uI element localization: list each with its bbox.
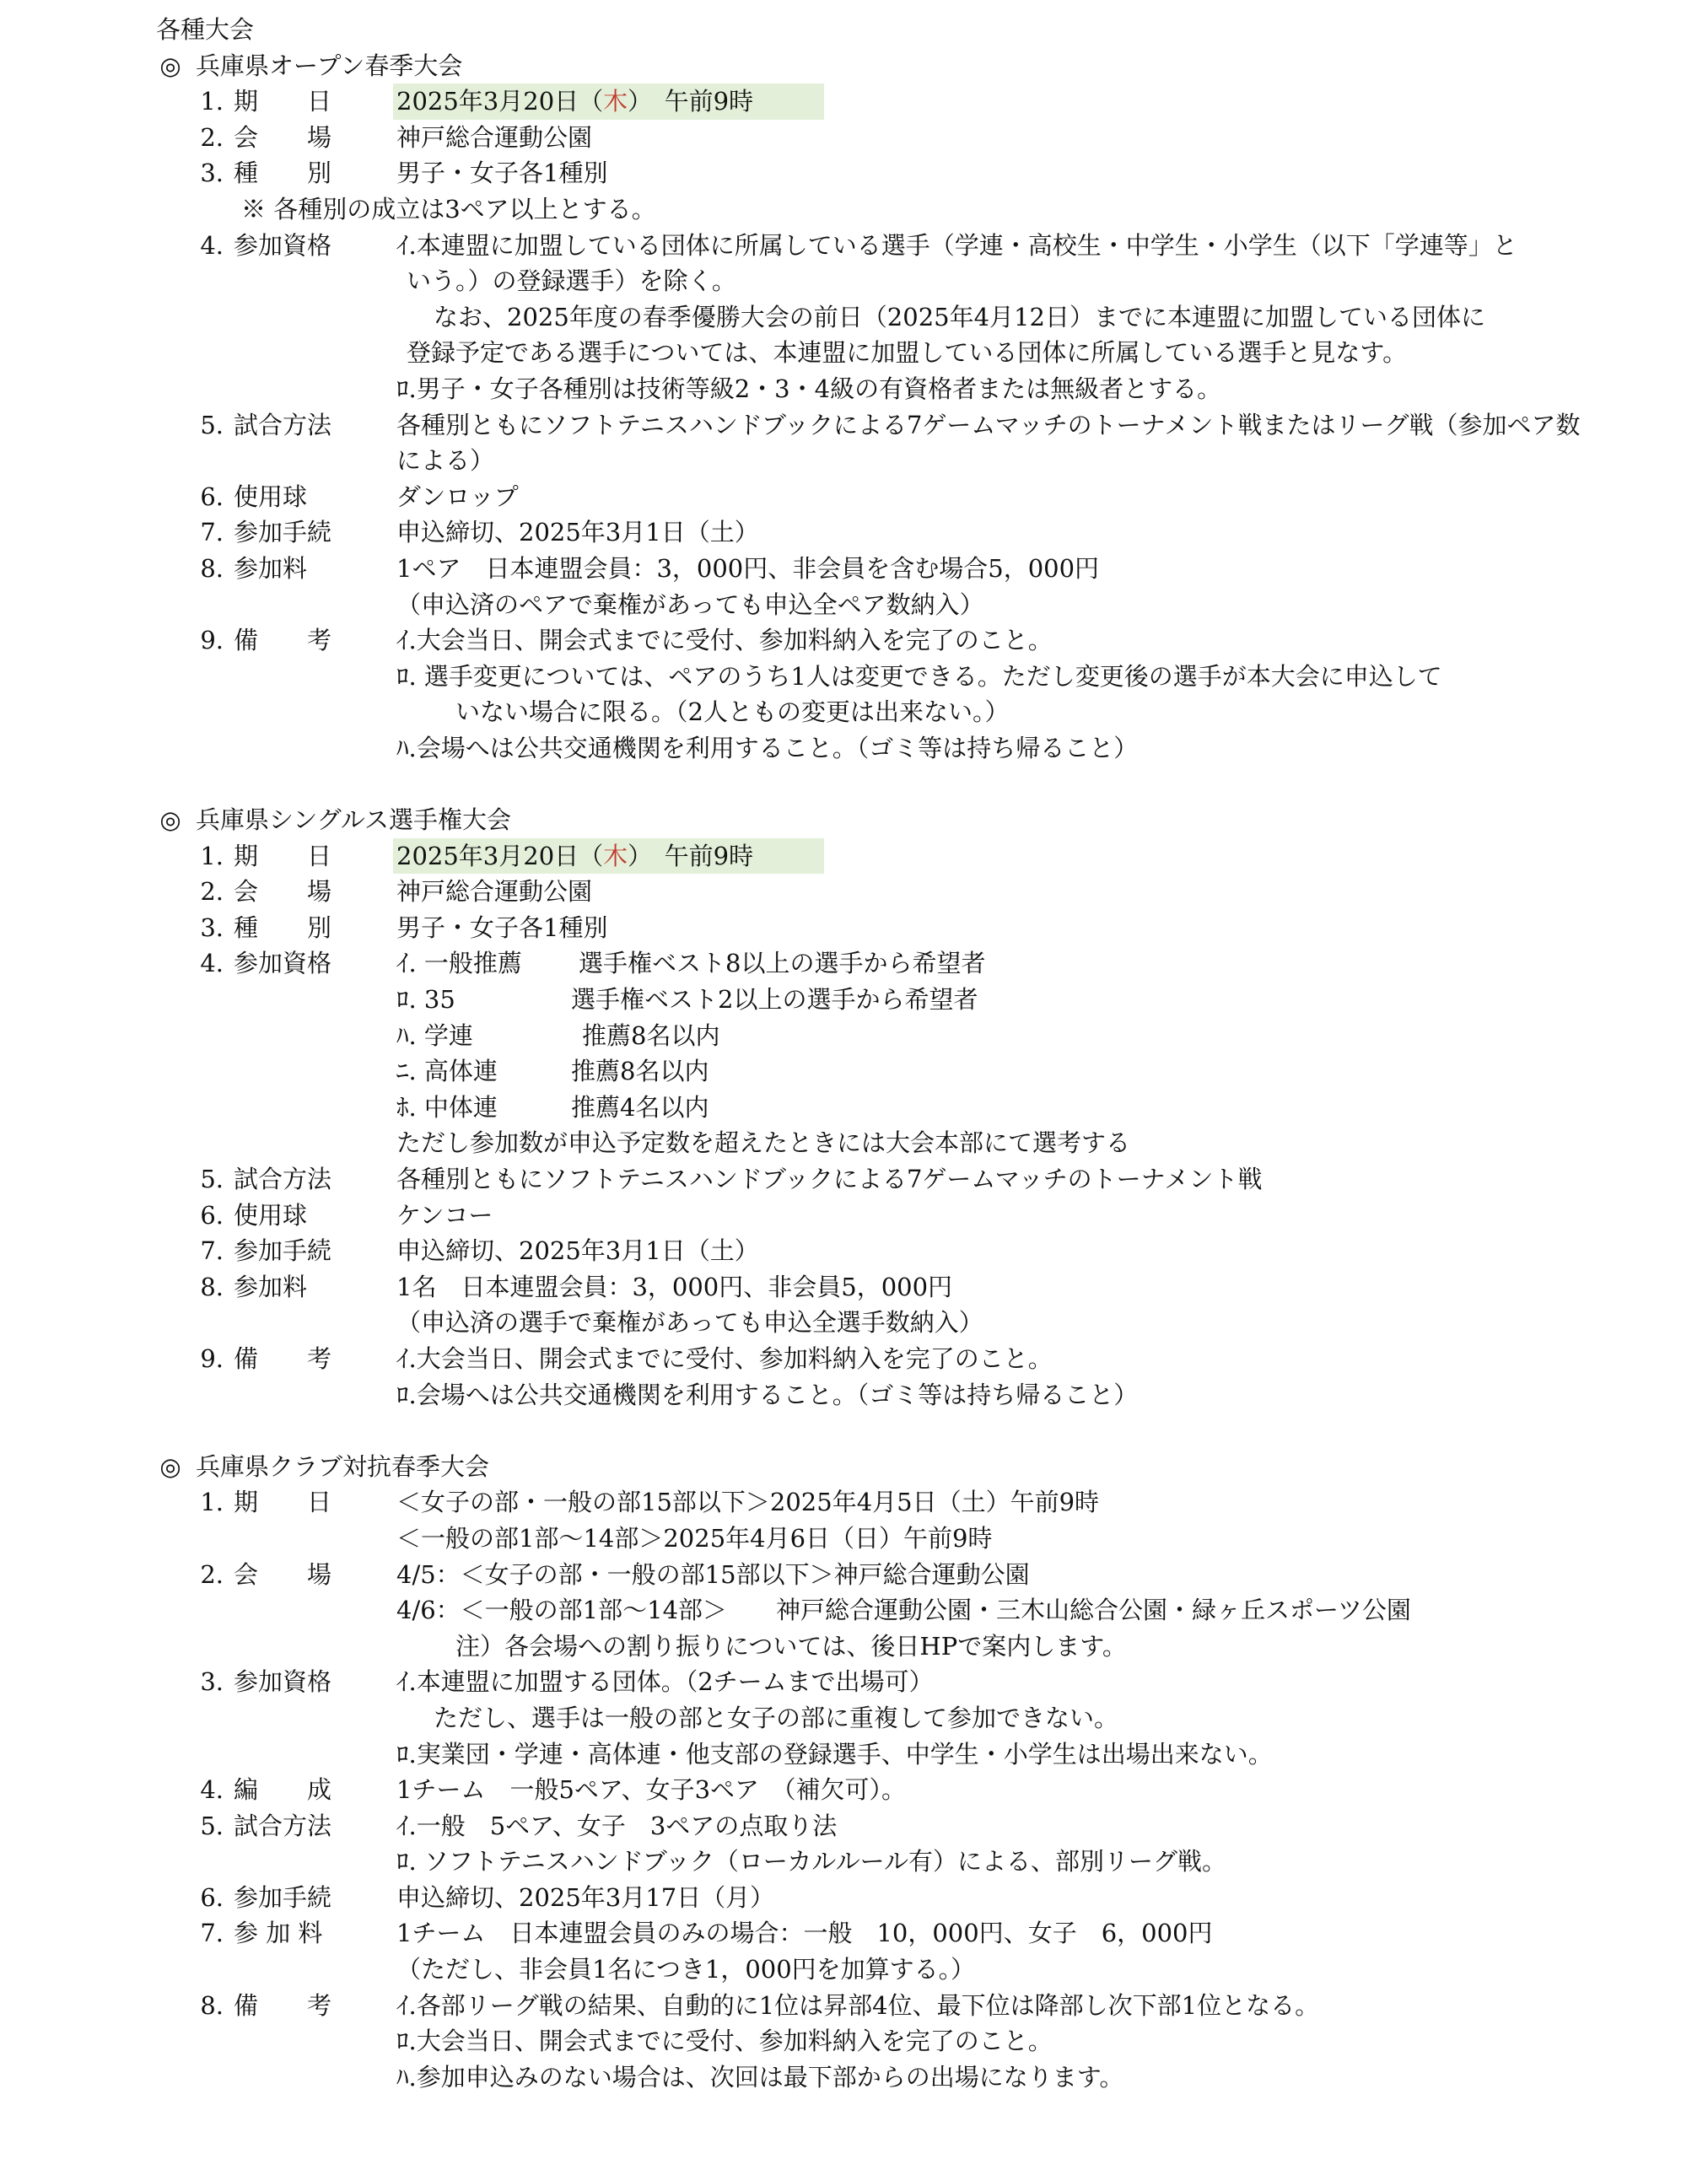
item-number: 5. xyxy=(200,410,224,439)
item-value: 男子・女子各1種別 xyxy=(396,159,608,188)
item-number: 9. xyxy=(200,1343,224,1373)
item-value-cont: ただし参加数が申込予定数を超えたときには大会本部にて選考する xyxy=(396,1128,1131,1158)
date-text: 2025年3月20日（ xyxy=(396,87,604,116)
item-value: 各種別ともにソフトテニスハンドブックによる7ゲームマッチのトーナメント戦またはリーグ戦（参加ペア数 xyxy=(396,410,1581,439)
item-value-cont: 4/6：＜一般の部1部〜14部＞ 神戸総合運動公園・三木山総合公園・緑ヶ丘スポーツ公園 xyxy=(396,1596,1411,1625)
time-text: ） 午前9時 xyxy=(628,87,754,116)
item-row xyxy=(0,1233,1708,1269)
note-text: ※ 各種別の成立は3ペア以上とする。 xyxy=(241,194,656,223)
item-value-cont: 登録予定である選手については、本連盟に加盟している団体に所属している選手と見なす。 xyxy=(407,338,1408,368)
item-row xyxy=(0,874,1708,910)
item-value: ＜女子の部・一般の部15部以下＞2025年4月5日（土）午前9時 xyxy=(396,1488,1100,1517)
item-value-cont: 注）各会場への割り振りについては、後日HPで案内します。 xyxy=(455,1631,1127,1661)
eligibility-value: 推薦4名以内 xyxy=(571,1092,709,1122)
item-number: 8. xyxy=(200,1272,224,1301)
item-value-cont: ﾛ.実業団・学連・高体連・他支部の登録選手、中学生・小学生は出場出来ない。 xyxy=(396,1739,1273,1769)
item-value: 各種別ともにソフトテニスハンドブックによる7ゲームマッチのトーナメント戦 xyxy=(396,1165,1263,1193)
item-value: ｲ.大会当日、開会式までに受付、参加料納入を完了のこと。 xyxy=(396,626,1053,655)
item-label: 期 日 xyxy=(234,87,332,116)
item-value-cont: ﾛ.大会当日、開会式までに受付、参加料納入を完了のこと。 xyxy=(396,2027,1053,2056)
item-number: 1. xyxy=(200,841,224,870)
item-row xyxy=(0,910,1708,946)
item-value-cont: ﾊ.参加申込みのない場合は、次回は最下部からの出場になります。 xyxy=(396,2062,1124,2092)
item-row xyxy=(0,228,1708,264)
item-label: 参加料 xyxy=(234,553,308,583)
section-title: 兵庫県シングルス選手権大会 xyxy=(196,805,511,835)
item-row xyxy=(0,1557,1708,1593)
item-row xyxy=(0,514,1708,551)
date-highlight xyxy=(393,838,824,875)
item-value: ｲ.本連盟に加盟している団体に所属している選手（学連・高校生・中学生・小学生（以下「学連等」と xyxy=(396,230,1517,260)
eligibility-key: ﾛ. 35 xyxy=(396,985,455,1015)
item-label: 備 考 xyxy=(234,626,332,655)
item-number: 5. xyxy=(200,1811,224,1840)
item-row xyxy=(0,945,1708,982)
item-label: 備 考 xyxy=(234,1343,332,1373)
section-header xyxy=(0,1449,1708,1485)
item-label: 参加手続 xyxy=(234,1236,332,1266)
item-row xyxy=(0,551,1708,587)
item-row xyxy=(0,1880,1708,1916)
eligibility-value: 選手権ベスト8以上の選手から希望者 xyxy=(579,949,986,978)
item-label: 参加資格 xyxy=(234,230,332,260)
item-label: 会 場 xyxy=(234,122,332,152)
section-header xyxy=(0,802,1708,838)
item-row xyxy=(0,120,1708,156)
item-value: 男子・女子各1種別 xyxy=(396,913,608,942)
item-number: 7. xyxy=(200,1236,224,1266)
item-number: 8. xyxy=(200,553,224,583)
item-number: 6. xyxy=(200,1882,224,1912)
item-number: 7. xyxy=(200,1919,224,1948)
document-body xyxy=(0,12,1708,2095)
item-value-cont: （申込済のペアで棄権があっても申込全ペア数納入） xyxy=(396,590,984,619)
eligibility-key: ﾆ. 高体連 xyxy=(396,1057,498,1086)
item-label: 期 日 xyxy=(234,1488,332,1517)
item-value-cont: ﾛ.男子・女子各種別は技術等級2・3・4級の有資格者または無級者とする。 xyxy=(396,374,1222,403)
item-value-cont: ﾛ. 選手変更については、ペアのうち1人は変更できる。ただし変更後の選手が本大会に申込して xyxy=(396,661,1442,691)
item-value: 1チーム 一般5ペア、女子3ペア （補欠可）。 xyxy=(396,1775,907,1805)
double-circle-icon: ◎ xyxy=(159,1451,181,1481)
item-value: 4/5：＜女子の部・一般の部15部以下＞神戸総合運動公園 xyxy=(396,1559,1030,1589)
date-text: 2025年3月20日（ xyxy=(396,841,604,870)
item-label: 使用球 xyxy=(234,482,308,511)
item-value-cont: ﾊ.会場へは公共交通機関を利用すること。（ゴミ等は持ち帰ること） xyxy=(396,733,1139,762)
item-value: ケンコー xyxy=(396,1200,493,1230)
section-title: 兵庫県オープン春季大会 xyxy=(196,51,463,80)
item-value: 申込締切、2025年3月1日（土） xyxy=(396,518,759,547)
item-value-cont: （ただし、非会員1名につき1，000円を加算する。） xyxy=(396,1955,976,1984)
item-value-cont: ﾛ. ソフトテニスハンドブック（ローカルルール有）による、部別リーグ戦。 xyxy=(396,1847,1226,1876)
item-number: 3. xyxy=(200,913,224,942)
item-number: 1. xyxy=(200,1488,224,1517)
item-row xyxy=(0,1484,1708,1521)
item-row xyxy=(0,1988,1708,2024)
section-title: 兵庫県クラブ対抗春季大会 xyxy=(196,1451,490,1481)
item-label: 参加手続 xyxy=(234,518,332,547)
item-value: 1ペア 日本連盟会員：3，000円、非会員を含む場合5，000円 xyxy=(396,553,1100,583)
item-value: 1チーム 日本連盟会員のみの場合：一般 10，000円、女子 6，000円 xyxy=(396,1919,1213,1948)
item-row xyxy=(0,1664,1708,1700)
item-number: 5. xyxy=(200,1165,224,1193)
item-value: ｲ.本連盟に加盟する団体。（2チームまで出場可） xyxy=(396,1667,934,1697)
item-number: 6. xyxy=(200,482,224,511)
eligibility-value: 推薦8名以内 xyxy=(582,1020,720,1050)
item-label: 参 加 料 xyxy=(234,1919,323,1948)
item-row xyxy=(0,407,1708,444)
item-value: 1名 日本連盟会員：3，000円、非会員5，000円 xyxy=(396,1272,953,1301)
item-row xyxy=(0,1808,1708,1844)
date-highlight xyxy=(393,83,824,120)
item-value-cont: による） xyxy=(396,446,495,476)
item-row xyxy=(0,1269,1708,1306)
section-header xyxy=(0,48,1708,84)
item-label: 種 別 xyxy=(234,913,332,942)
item-value: 神戸総合運動公園 xyxy=(396,122,593,152)
item-value-cont: ﾛ.会場へは公共交通機関を利用すること。（ゴミ等は持ち帰ること） xyxy=(396,1380,1139,1409)
item-value-cont: ＜一般の部1部〜14部＞2025年4月6日（日）午前9時 xyxy=(396,1523,993,1553)
eligibility-key: ﾎ. 中体連 xyxy=(396,1092,498,1122)
item-number: 6. xyxy=(200,1200,224,1230)
item-value: ｲ.大会当日、開会式までに受付、参加料納入を完了のこと。 xyxy=(396,1343,1053,1373)
eligibility-value: 選手権ベスト2以上の選手から希望者 xyxy=(571,985,978,1015)
item-number: 7. xyxy=(200,518,224,547)
item-number: 4. xyxy=(200,1775,224,1805)
item-number: 4. xyxy=(200,230,224,260)
weekday-text: 木 xyxy=(603,87,628,116)
item-label: 参加手続 xyxy=(234,1882,332,1912)
item-label: 備 考 xyxy=(234,1990,332,2020)
item-number: 2. xyxy=(200,122,224,152)
eligibility-key: ﾊ. 学連 xyxy=(396,1020,473,1050)
item-row xyxy=(0,1341,1708,1377)
item-number: 8. xyxy=(200,1990,224,2020)
item-number: 2. xyxy=(200,877,224,907)
item-label: 会 場 xyxy=(234,877,332,907)
item-value: ｲ.一般 5ペア、女子 3ペアの点取り法 xyxy=(396,1811,838,1840)
double-circle-icon: ◎ xyxy=(159,51,181,80)
item-number: 2. xyxy=(200,1559,224,1589)
item-row xyxy=(0,479,1708,515)
item-row xyxy=(0,155,1708,191)
item-number: 3. xyxy=(200,159,224,188)
item-value-cont: なお、2025年度の春季優勝大会の前日（2025年4月12日）までに本連盟に加盟している団体に xyxy=(434,302,1485,331)
item-label: 参加資格 xyxy=(234,949,332,978)
item-row xyxy=(0,1915,1708,1952)
item-number: 3. xyxy=(200,1667,224,1697)
item-label: 編 成 xyxy=(234,1775,332,1805)
item-value-cont: いう。）の登録選手）を除く。 xyxy=(407,267,736,296)
item-label: 参加資格 xyxy=(234,1667,332,1697)
item-value-cont: ただし、選手は一般の部と女子の部に重複して参加できない。 xyxy=(434,1703,1119,1732)
page-title: 各種大会 xyxy=(156,15,255,44)
item-row xyxy=(0,1772,1708,1808)
item-value: 申込締切、2025年3月1日（土） xyxy=(396,1236,759,1266)
date-value xyxy=(396,83,824,120)
item-value: ｲ.各部リーグ戦の結果、自動的に1位は昇部4位、最下位は降部し次下部1位となる。 xyxy=(396,1990,1320,2020)
item-number: 4. xyxy=(200,949,224,978)
item-row xyxy=(0,1198,1708,1234)
item-label: 参加料 xyxy=(234,1272,308,1301)
item-label: 期 日 xyxy=(234,841,332,870)
item-label: 試合方法 xyxy=(234,1165,332,1193)
date-value xyxy=(396,838,824,875)
item-row xyxy=(0,83,1708,120)
eligibility-value: 推薦8名以内 xyxy=(571,1057,709,1086)
double-circle-icon: ◎ xyxy=(159,805,181,835)
item-value: 申込締切、2025年3月17日（月） xyxy=(396,1882,775,1912)
item-label: 会 場 xyxy=(234,1559,332,1589)
item-label: 試合方法 xyxy=(234,410,332,439)
item-value: 神戸総合運動公園 xyxy=(396,877,593,907)
time-text: ） 午前9時 xyxy=(628,841,754,870)
item-label: 試合方法 xyxy=(234,1811,332,1840)
item-value-cont: いない場合に限る。（2人ともの変更は出来ない。） xyxy=(455,697,1010,727)
item-value-cont: （申込済の選手で棄権があっても申込全選手数納入） xyxy=(396,1308,983,1338)
item-row xyxy=(0,1161,1708,1198)
item-row xyxy=(0,838,1708,875)
eligibility-key: ｲ. 一般推薦 xyxy=(396,949,522,978)
weekday-text: 木 xyxy=(603,841,628,870)
item-row xyxy=(0,622,1708,659)
item-label: 種 別 xyxy=(234,159,332,188)
item-value: ダンロップ xyxy=(396,482,519,511)
item-label: 使用球 xyxy=(234,1200,308,1230)
item-number: 1. xyxy=(200,87,224,116)
item-number: 9. xyxy=(200,626,224,655)
